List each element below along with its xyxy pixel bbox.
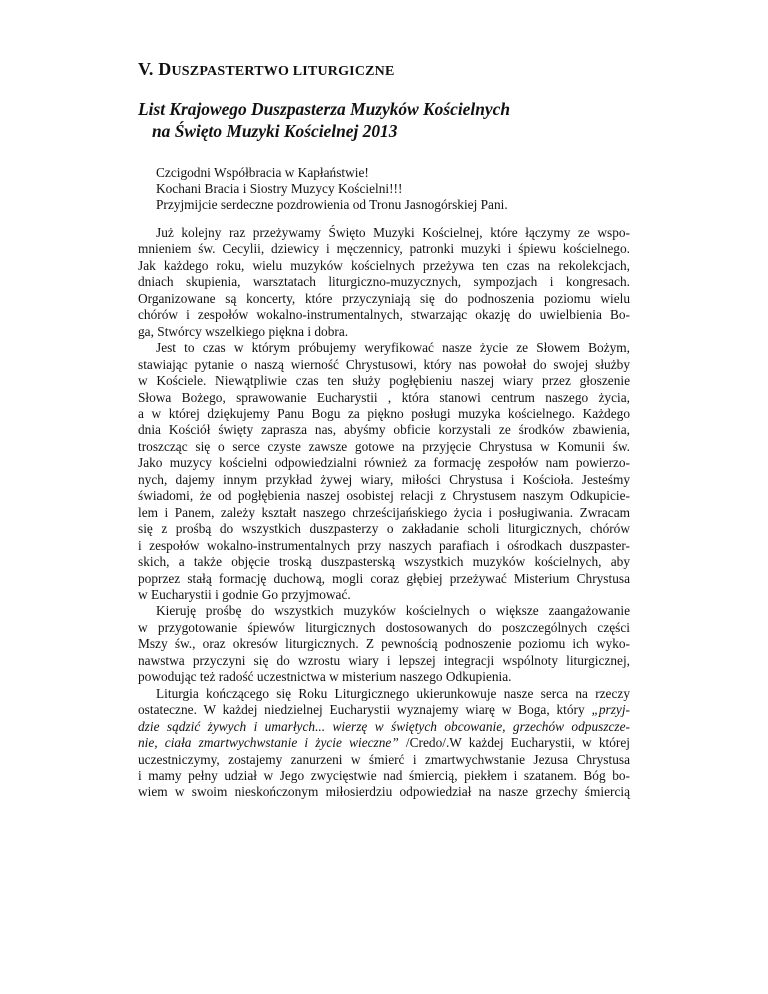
text-line: i mamy pełny udział w Jego zwycięstwie nad śmiercią, piekłem i szatanem. Bóg bo-	[138, 767, 630, 783]
text-line: świadomi, że od pogłębienia naszej osobistej relacji z Chrystusem naszym Odkupicie-	[138, 488, 630, 504]
text-line: dnia Kościół święty zaprasza nas, abyśmy obficie korzystali ze środków zbawienia,	[138, 422, 630, 438]
page	[138, 58, 630, 801]
text-line: wiem w swoim nieskończonym miłosierdziu odpowiedział na nasze grzechy śmiercią	[138, 784, 630, 800]
text-line: Jako muzycy kościelni odpowiedzialni również za formację zespołów nam powierzo-	[138, 455, 630, 471]
text-line: w Kościele. Niewątpliwie czas ten służy pogłębieniu naszej wiary przez głoszenie	[138, 373, 630, 389]
document-title-line-1: List Krajowego Duszpasterza Muzyków Kościelnych	[138, 99, 511, 119]
text-line: Jest to czas w którym próbujemy weryfikować nasze życie ze Słowem Bożym,	[156, 340, 630, 356]
text-line: Liturgia kończącego się Roku Liturgicznego ukierunkowuje nasze serca na rzeczy	[156, 685, 630, 701]
text-line: troszcząc się o serce czyste zawsze gotowe na przyjęcie Chrystusa w Komunii św.	[138, 438, 630, 454]
text-line: dniach skupienia, warsztatach liturgiczno-muzycznych, sympozjach i kongresach.	[138, 274, 630, 290]
text-line: ostateczne. W każdej niedzielnej Eucharystii wyznajemy wiarę w Boga, który „przyj-	[138, 702, 630, 718]
text-line: Jak każdego roku, wielu muzyków kościelnych przeżywa ten czas na rekolekcjach,	[138, 257, 630, 273]
text-line: chórów i zespołów wokalno-instrumentalnych, stwarzając okazję do uwielbienia Bo-	[138, 307, 630, 323]
paragraph-3	[138, 603, 630, 685]
text-line: w przygotowanie śpiewów liturgicznych dostosowanych do poszczególnych części	[138, 619, 630, 635]
text-line: ga, Stwórcy wszelkiego piękna i dobra.	[138, 323, 349, 339]
document-title	[138, 98, 630, 142]
text-line: stawiając pytanie o naszą wierność Chrystusowi, który nas powołał do swojej służby	[138, 356, 630, 372]
greeting-line: Kochani Bracia i Siostry Muzycy Kościelni!!!	[156, 181, 403, 196]
section-title-prefix: V. D	[138, 59, 172, 79]
greetings	[138, 165, 630, 213]
paragraph-4	[138, 686, 630, 801]
text-line: mnieniem św. Cecylii, dziewicy i męczennicy, patronki muzyki i śpiewu kościelnego.	[138, 241, 630, 257]
text-line: dzie sądzić żywych i umarłych... wierzę w świętych obcowanie, grzechów odpuszcze-	[138, 718, 630, 734]
text-line: Już kolejny raz przeżywamy Święto Muzyki Kościelnej, które łączymy ze wspo-	[156, 225, 630, 240]
text-line: Mszy św., oraz okresów liturgicznych. Z pewnością podnoszenie poziomu ich wyko-	[138, 636, 630, 652]
letter-body	[138, 225, 630, 801]
section-title-rest: USZPASTERTWO LITURGICZNE	[171, 64, 395, 79]
text-line: skich, a także objęcie troską duszpasterską wszystkich muzyków kościelnych, aby	[138, 554, 630, 570]
text-line: nych, dajemy innym przykład żywej wiary, miłości Chrystusa i Kościoła. Jesteśmy	[138, 471, 630, 487]
text-line: powodując też radość uczestnictwa w misterium naszego Odkupienia.	[138, 669, 512, 685]
text-line: Kieruję prośbę do wszystkich muzyków kościelnych o większe zaangażowanie	[156, 603, 630, 619]
text-line: Słowa Bożego, sprawowanie Eucharystii , która stanowi centrum naszego życia,	[138, 389, 630, 405]
text-line: nawstwa przyczyni się do wzrostu wiary i lepszej integracji wspólnoty liturgicznej,	[138, 652, 630, 668]
text-line: poprzez stałą formację duchową, mogli coraz głębiej przeżywać Misterium Chrystusa	[138, 570, 630, 586]
greeting-line: Przyjmijcie serdeczne pozdrowienia od Tronu Jasnogórskiej Pani.	[156, 197, 508, 212]
text-line: uczestniczymy, zostajemy zanurzeni w śmierć i zmartwychwstanie Jezusa Chrystusa	[138, 751, 630, 767]
text-line: Organizowane są koncerty, które przyczyniają się do podnoszenia poziomu wielu	[138, 290, 630, 306]
text-line: i zespołów wokalno-instrumentalnych przy naszych parafiach i ośrodkach duszpaster-	[138, 537, 630, 553]
section-title	[138, 58, 630, 83]
text-line: się z prośbą do wszystkich duszpasterzy o zakładanie scholi liturgicznych, chórów	[138, 521, 630, 537]
text-line: lem i Panem, zależy kształt naszego chrześcijańskiego życia i posługiwania. Zwracam	[138, 504, 630, 520]
greeting-line: Czcigodni Współbracia w Kapłaństwie!	[156, 165, 369, 180]
paragraph-2	[138, 340, 630, 603]
text-line: a w której dziękujemy Panu Bogu za piękno posługi muzyka kościelnego. Każdego	[138, 405, 630, 421]
document-title-line-2: na Święto Muzyki Kościelnej 2013	[152, 121, 398, 141]
paragraph-1	[138, 225, 630, 340]
text-line: nie, ciała zmartwychwstanie i życie wieczne” /Credo/.W każdej Eucharystii, w której	[138, 735, 630, 751]
text-line: w Eucharystii i godnie Go przyjmować.	[138, 586, 351, 602]
